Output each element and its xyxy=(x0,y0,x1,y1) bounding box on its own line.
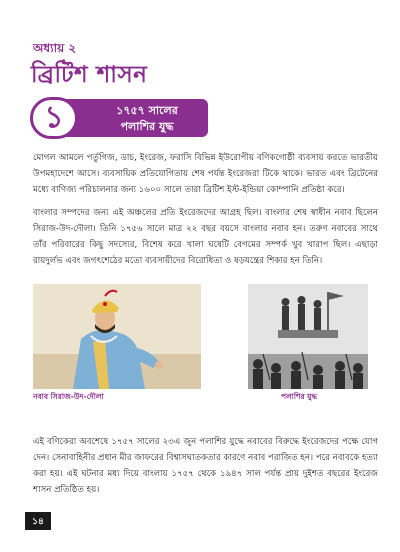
section-title-line1: ১৭৫৭ সালের xyxy=(116,104,178,117)
nawab-portrait-caption: নবাব সিরাজ-উদ-দৌলা xyxy=(33,392,104,401)
battle-caption: পলাশির যুদ্ধ xyxy=(281,392,317,401)
page-number: ১৪ xyxy=(25,512,51,530)
nawab-portrait-illustration xyxy=(33,284,201,389)
paragraph-3: এই বণিকেরা অবশেষে ১৭৫৭ সালের ২৩এ জুন পলাশির যুদ্ধে নবাবের বিরুদ্ধে ইংরেজদের পক্ষে যোগ দেন। সেনাবাহিনীর প্রধান মীর জাফরের বিশ্বাসঘাতকতার কারণে নবাব পরাজিত হন। পরে নবাবকে হত্যা করা হয়। এই ঘটনার মধ্য দিয়ে বাংলায় ১৭৫৭ থেকে ১৯৪৭ সাল পর্যন্ত প্রায় দুইশত বছরের ইংরেজ শাসন প্রতিষ্ঠিত হয়। xyxy=(33,437,378,495)
paragraph-1: মোগল আমলে পর্তুগিজ, ডাচ, ইংরেজ, ফরাসি বিভিন্ন ইউরোপীয় বণিকগোষ্ঠী ব্যবসায় করতে ভারতীয় উপমহাদেশে আসে। ব্যবসায়িক প্রতিযোগিতায় শেষ পর্যন্ত ইংরেজরা টিকে থাকে। ভারত এবং ব্রিটেনের মধ্যে বাণিজ্য পরিচালনার জন্য ১৬০০ সালে তারা ব্রিটিশ ইস্ট-ইন্ডিয়া কোম্পানি প্রতিষ্ঠা করে। xyxy=(33,153,378,195)
chapter-label: অধ্যায় ২ xyxy=(33,41,77,55)
section-banner xyxy=(30,97,210,139)
nawab-portrait-image xyxy=(33,284,201,389)
paragraph-2: বাংলার সম্পদের জন্য এই অঞ্চলের প্রতি ইংরেজদের আগ্রহ ছিল। বাংলার শেষ স্বাধীন নবাব ছিলেন সিরাজ-উদ-দৌলা। তিনি ১৭৫৬ সালে মাত্র ২২ বছর বয়সে বাংলার নবাব হন। তরুণ নবাবের সাথে তাঁর পরিবারের কিছু সদস্যের, বিশেষ করে খালা ঘষেটি বেগমের সম্পর্ক খুব খারাপ ছিল। এছাড়া রায়দুর্লভ এবং জগৎশেঠের মতো ব্যবসায়ীদের বিরোধিতা ও ষড়যন্ত্রের শিকার হন তিনি। xyxy=(33,208,378,266)
section-title-line2: পলাশির যুদ্ধ xyxy=(120,120,174,133)
section-number-badge xyxy=(30,97,78,139)
battle-plassey-image xyxy=(248,284,368,389)
section-number: ১ xyxy=(44,100,64,135)
battle-illustration xyxy=(248,284,368,389)
chapter-title: ব্রিটিশ শাসন xyxy=(31,62,148,88)
